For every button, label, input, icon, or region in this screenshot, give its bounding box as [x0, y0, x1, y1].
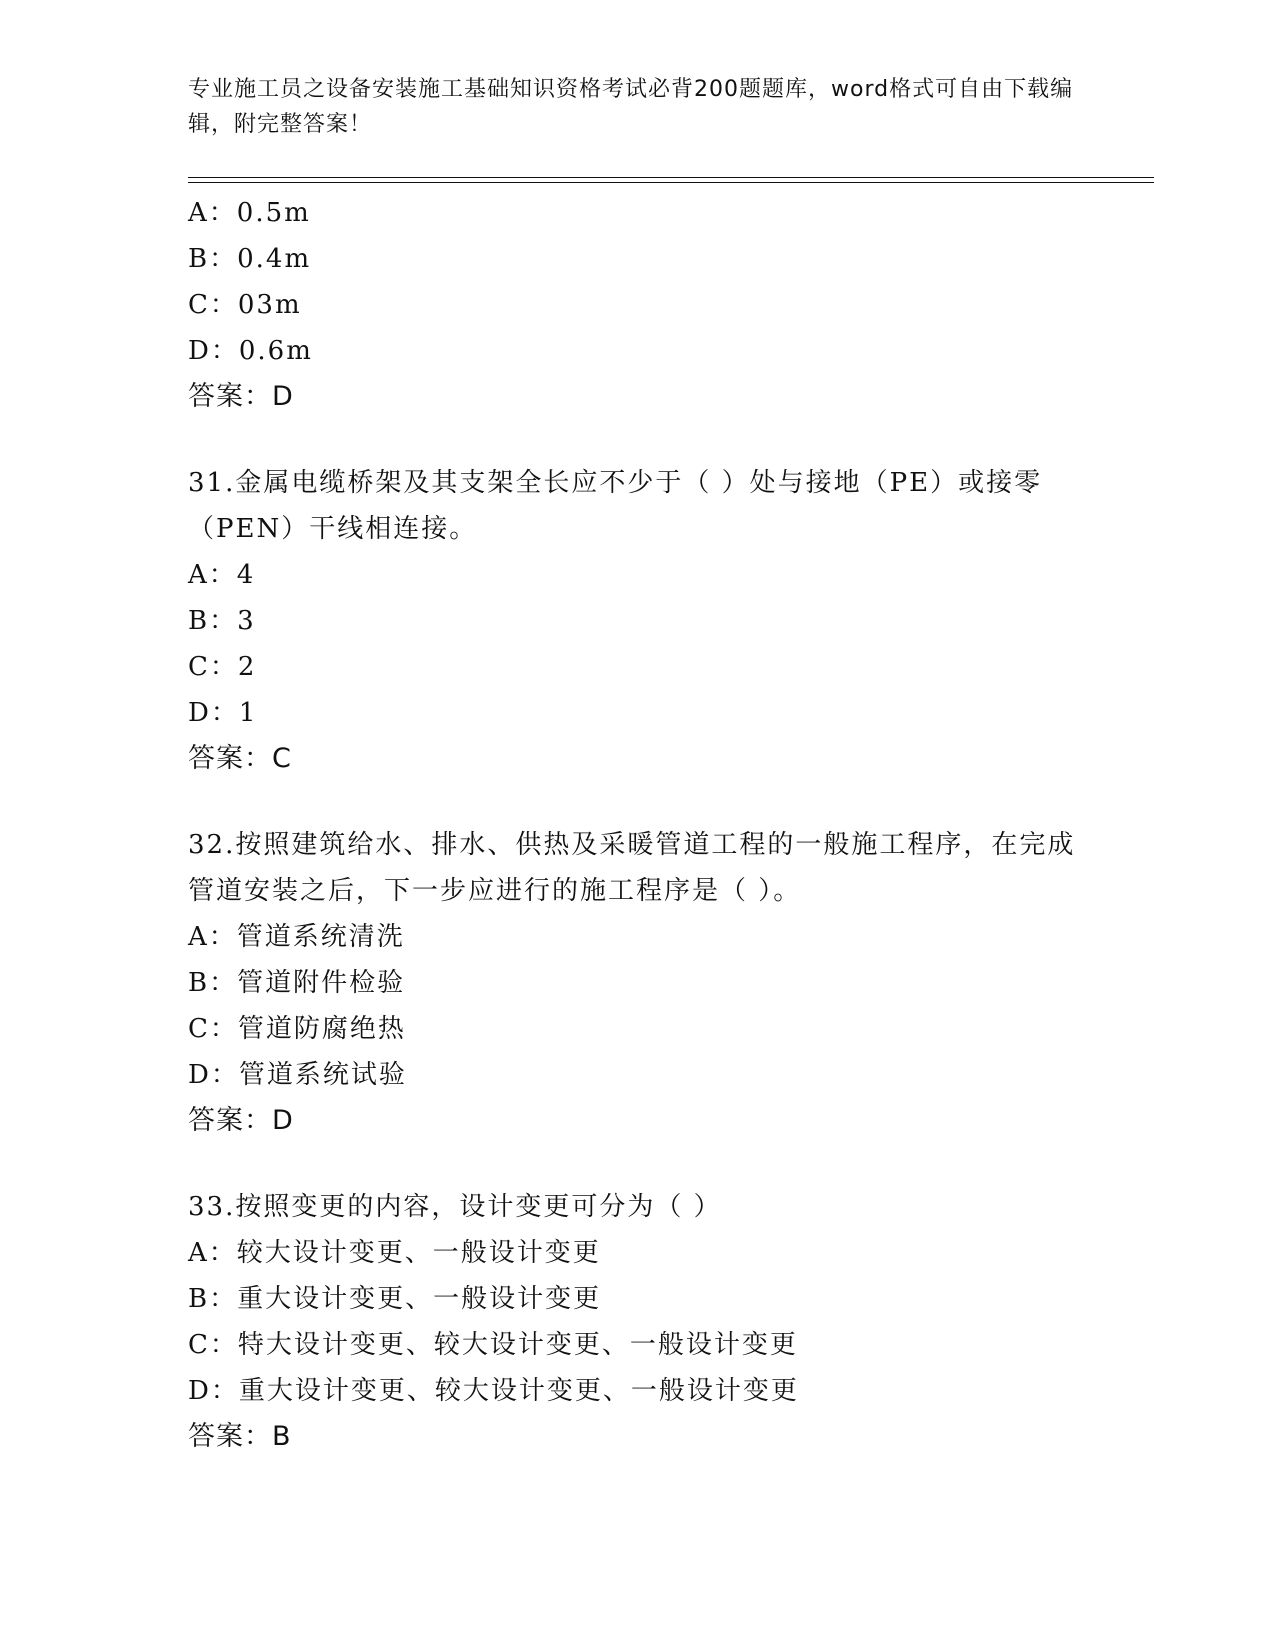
header-divider-bottom [188, 182, 1154, 183]
option-c: C：管道防腐绝热 [188, 1014, 406, 1044]
question-stem: 31.金属电缆桥架及其支架全长应不少于（ ）处与接地（PE）或接零（PEN）干线相连接。 [188, 468, 1043, 544]
question-block-33 [188, 1184, 1148, 1460]
option-b: B：管道附件检验 [188, 968, 406, 998]
option-d: D：1 [188, 698, 258, 728]
option-c: C：03m [188, 290, 302, 320]
option-a: A：较大设计变更、一般设计变更 [188, 1238, 601, 1268]
answer-line: 答案：D [188, 381, 294, 412]
option-d: D：0.6m [188, 336, 313, 366]
question-block-32 [188, 822, 1148, 1144]
option-d: D：管道系统试验 [188, 1060, 407, 1090]
answer-line: 答案：B [188, 1421, 292, 1452]
question-stem: 32.按照建筑给水、排水、供热及采暖管道工程的一般施工程序，在完成管道安装之后，下一步应进行的施工程序是（ ）。 [188, 830, 1076, 906]
option-d: D：重大设计变更、较大设计变更、一般设计变更 [188, 1376, 799, 1406]
answer-line: 答案：D [188, 1105, 294, 1136]
document-header: 专业施工员之设备安装施工基础知识资格考试必背200题题库，word格式可自由下载编辑，附完整答案！ [188, 77, 1074, 137]
question-block-prev [188, 190, 1148, 420]
option-a: A：0.5m [188, 198, 311, 228]
option-c: C：特大设计变更、较大设计变更、一般设计变更 [188, 1330, 798, 1360]
option-c: C：2 [188, 652, 257, 682]
answer-line: 答案：C [188, 743, 292, 774]
option-b: B：重大设计变更、一般设计变更 [188, 1284, 602, 1314]
option-b: B：3 [188, 606, 256, 636]
option-b: B：0.4m [188, 244, 312, 274]
question-list [188, 190, 1148, 1460]
header-divider-top [188, 177, 1154, 178]
question-block-31 [188, 460, 1148, 782]
option-a: A：4 [188, 560, 256, 590]
question-stem: 33.按照变更的内容，设计变更可分为（ ） [188, 1192, 722, 1222]
option-a: A：管道系统清洗 [188, 922, 405, 952]
